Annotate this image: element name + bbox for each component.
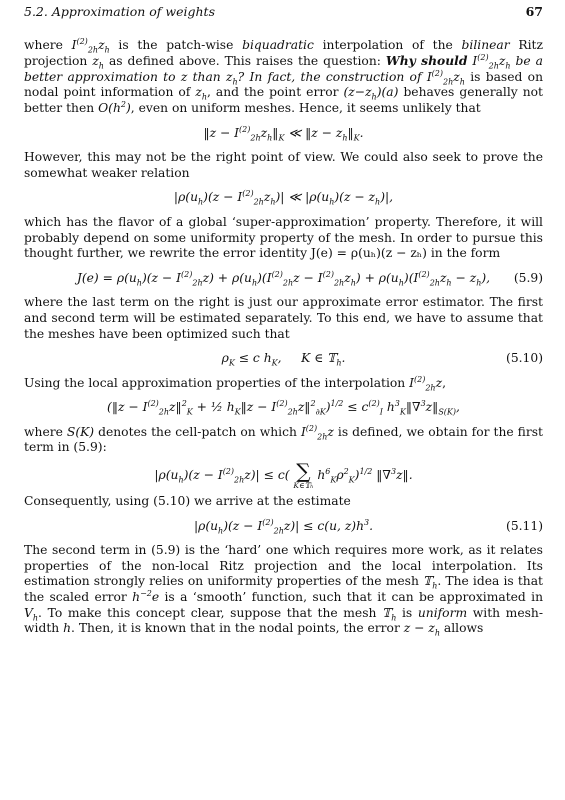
equation-1: ‖z − $I^{(2)}_{2h}z_h‖_K$ ≪ ‖z − $z_h‖_K$.: [203, 124, 364, 143]
equation-6: $|\rho(u_h)(z - I^{(2)}_{2h}z)| \le c$( ∑ K∈𝕋ₕ $h^6_K\rho^2_K)^{1/2}$ ‖∇$^3$z‖.: [154, 459, 413, 491]
page-number: 67: [525, 4, 543, 19]
paragraph-4: where the last term on the right is just our approximate error estimator. The first and second term will be estimated separately. To this end, we have to assume that the meshes have been optimized such that: [24, 295, 543, 341]
paragraph-2: However, this may not be the right point of view. We could also seek to prove the somewhat weaker relation: [24, 150, 543, 180]
equation-7: $|\rho(u_h)(z - I^{(2)}_{2h}z)| \le c(u$, $z)h^3$. (5.11): [193, 517, 543, 536]
running-head: [24, 4, 543, 20]
equation-number: (5.10): [506, 351, 543, 366]
paragraph-3: which has the flavor of a global ‘super-approximation’ property. Therefore, it will probably depend on some uniformity property of the mesh. In order to pursue this thought further, we rewrite the error identity J(e) = ρ(uₕ)(z − zₕ) in the form: [24, 214, 543, 261]
equation-5: (‖z − $I^{(2)}_{2h}z‖^2_K$ + ½ $h_K‖z$ − $I^{(2)}_{2h}z‖^2_{\partial K})^{1/2} \le c^{(2)}_I$ $h^3_K‖\nabla^3z‖_{S(K)}$,: [107, 399, 460, 417]
paragraph-6: where S(K) denotes the cell-patch on which $I^{(2)}_{2h}z$ is defined, we obtain for the first term in (5.9):: [24, 423, 543, 455]
sum-symbol: ∑ K∈𝕋ₕ: [293, 459, 314, 491]
paragraph-8: The second term in (5.9) is the ‘hard’ one which requires more work, as it relates properties of the non-local Ritz projection and the local interpolation. Its estimation strongly relies on uniformity properties of the mesh 𝕋$_h$. The idea is that the scaled error $h^{-2}e$ is a ‘smooth’ function, such that it can be approximated in $V_h$. To make this concept clear, suppose that the mesh 𝕋$_h$ is uniform with mesh-width h. Then, it is known that in the nodal points, the error $z - z_h$ allows: [24, 543, 544, 638]
paragraph-7: Consequently, using (5.10) we arrive at the estimate: [24, 494, 351, 509]
equation-4: $\rho_K \le c$ $h_K$, K ∈ 𝕋$_h$. (5.10): [221, 351, 543, 368]
paragraph-1: where $I^{(2)}_{2h}z_h$ is the patch-wise biquadratic interpolation of the bilinear Ritz projection $z_h$ as defined above. This raises the question: Why should $I^{(2)}_{2h}z_h$ be a better approximation to z than $z_h$? In fact, the construction of $I^{(2)}_{2h}z_h$ is based on nodal point information of $z_h$, and the point error $(z-z_h)(a)$ behaves generally not better then $O(h^2)$, even on uniform meshes. Hence, it seems unlikely that: [24, 36, 543, 115]
equation-number: (5.9): [513, 270, 543, 285]
section-title: 5.2. Approximation of weights: [24, 4, 215, 19]
equation-2: $|\rho(u_h)(z - I^{(2)}_{2h}z_h)|$ ≪ $|\rho(u_h)(z - z_h)|$,: [173, 189, 394, 207]
paragraph-5: Using the local approximation properties of the interpolation $I^{(2)}_{2h}z$,: [24, 374, 446, 393]
equation-3: $J(e) = \rho(u_h)(z - I^{(2)}_{2h}z) + \rho(u_h)(I^{(2)}_{2h}z - I^{(2)}_{2h}z_h) + \rho(u_h)(I^{(2)}_{2h}z_h - z_h)$, (5.9): [76, 269, 543, 288]
equation-number: (5.11): [506, 518, 543, 533]
